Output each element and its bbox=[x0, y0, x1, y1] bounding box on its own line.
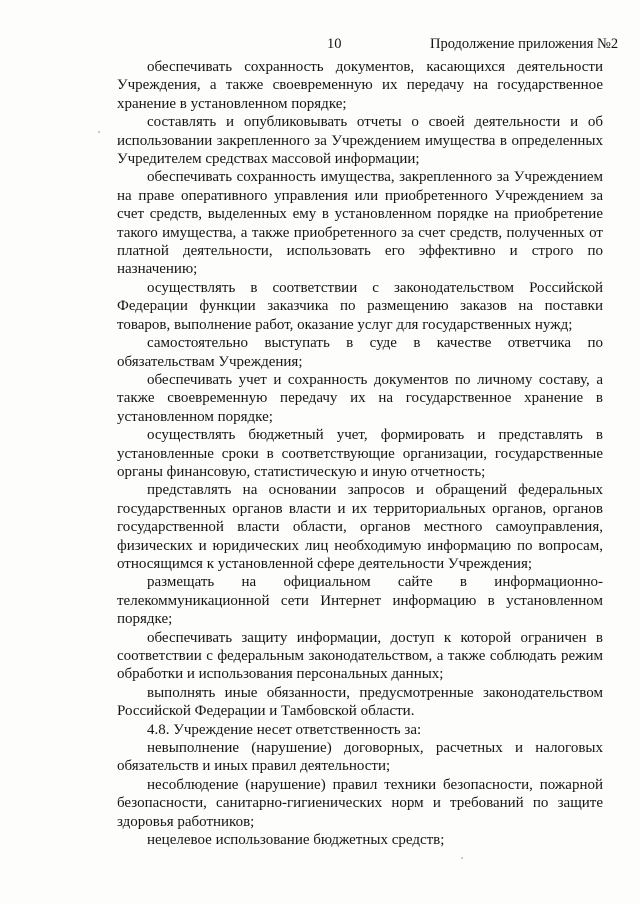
paragraph: представлять на основании запросов и обращений федеральных государственных органов власти и их территориальных органов, органов государственной власти области, органов местного самоуправления, физических и юридических лиц необходимую информацию по вопросам, относящимся к установленной сфере деятельности Учреждения; bbox=[117, 482, 603, 572]
paragraph: нецелевое использование бюджетных средств; bbox=[147, 832, 445, 849]
paragraph: выполнять иные обязанности, предусмотренные законодательством Российской Федерации и Тамбовской области. bbox=[117, 684, 603, 720]
page-header bbox=[0, 36, 640, 56]
paragraph: осуществлять бюджетный учет, формировать и представлять в установленные сроки в соответствующие организации, государственные органы финансовую, статистическую и иную отчетность; bbox=[117, 427, 603, 480]
paragraph: самостоятельно выступать в суде в качестве ответчика по обязательствам Учреждения; bbox=[117, 335, 603, 370]
scan-speck bbox=[98, 131, 100, 133]
paragraph: составлять и опубликовывать отчеты о своей деятельности и об использовании закрепленного за Учреждением имущества в определенных Учредителем средствах массовой информации; bbox=[117, 114, 603, 168]
section-heading: 4.8. Учреждение несет ответственность за: bbox=[147, 721, 422, 738]
paragraph: невыполнение (нарушение) договорных, расчетных и налоговых обязательств и иных правил деятельности; bbox=[117, 740, 603, 775]
paragraph: обеспечивать сохранность документов, касающихся деятельности Учреждения, а также своевременную их передачу на государственное хранение в установленном порядке; bbox=[117, 59, 603, 112]
scan-speck bbox=[461, 857, 463, 859]
page-number: 10 bbox=[327, 36, 342, 52]
paragraph: размещать на официальном сайте в информационно-телекоммуникационной сети Интернет информацию в установленном порядке; bbox=[117, 574, 603, 628]
appendix-continuation-note: Продолжение приложения №2 bbox=[430, 36, 619, 52]
paragraph: осуществлять в соответствии с законодательством Российской Федерации функции заказчика по размещению заказов на поставки товаров, выполнение работ, оказание услуг для государственных нужд; bbox=[117, 279, 603, 333]
paragraph: обеспечивать сохранность имущества, закрепленного за Учреждением на праве оперативного управления или приобретенного Учреждением за счет средств, выделенных ему в установленном порядке на приобретение такого имущества, а также приобретенного за счет средств, полученных от платной деятельности, использовать его эффективно и строго по назначению; bbox=[117, 169, 603, 278]
paragraph: обеспечивать защиту информации, доступ к которой ограничен в соответствии с федеральным законодательством, а также соблюдать режим обработки и использования персональных данных; bbox=[117, 629, 603, 683]
document-body bbox=[117, 58, 603, 849]
paragraph: обеспечивать учет и сохранность документов по личному составу, а также своевременную передачу их на государственное хранение в установленном порядке; bbox=[117, 371, 603, 425]
paragraph: несоблюдение (нарушение) правил техники безопасности, пожарной безопасности, санитарно-гигиенических норм и требований по защите здоровья работников; bbox=[117, 776, 603, 830]
